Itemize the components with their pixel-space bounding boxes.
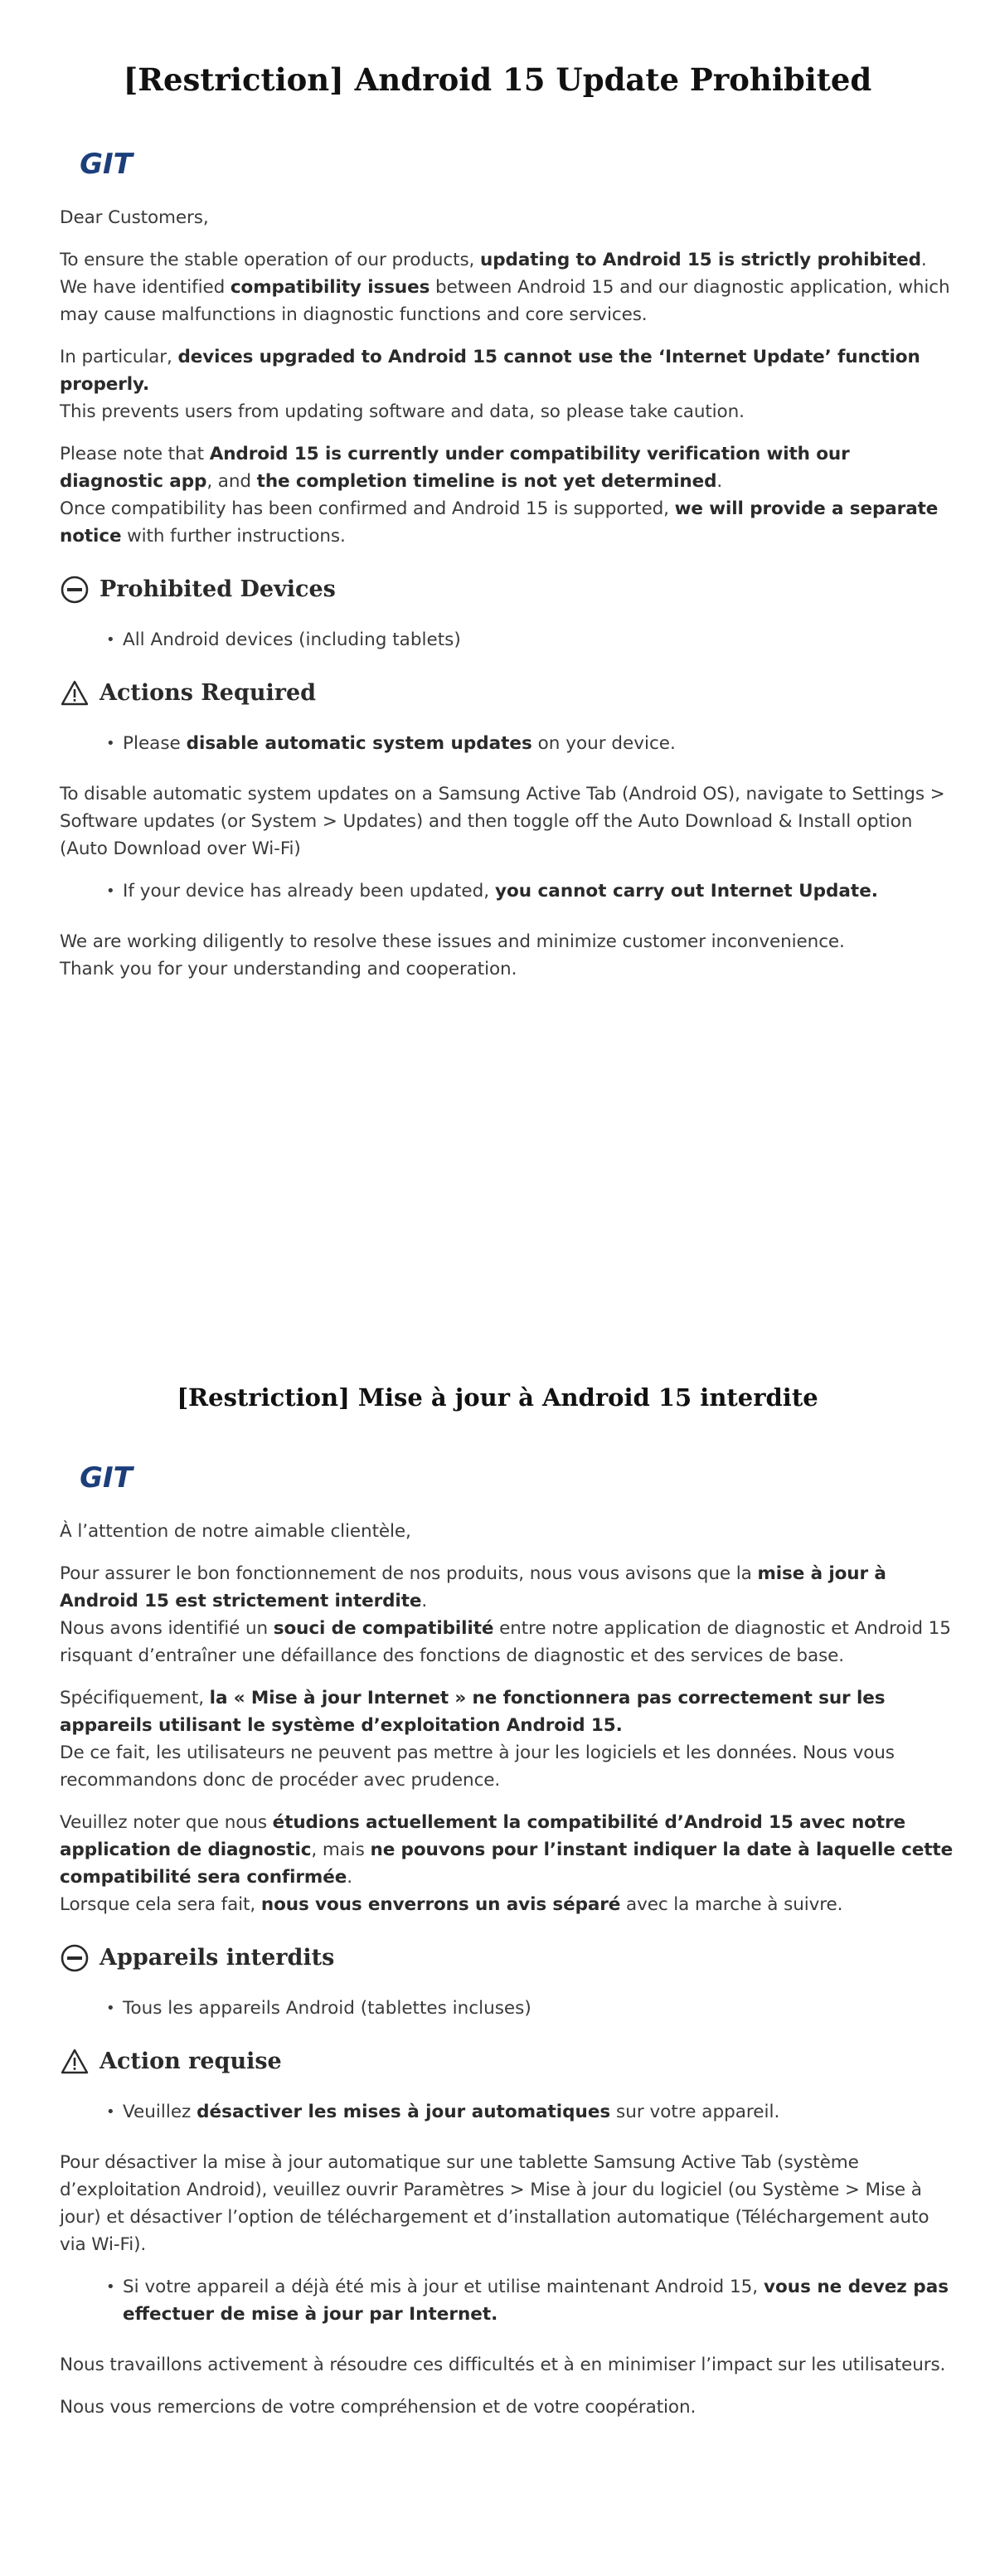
paragraph-closing: Nous travaillons activement à résoudre ces difficultés et à en minimiser l’impact sur les utilisateurs. <box>60 2355 946 2375</box>
logo-text: GIT <box>80 1463 133 1491</box>
logo-text: GIT <box>80 149 133 177</box>
warning-icon <box>60 678 90 708</box>
greeting: À l’attention de notre aimable clientèle, <box>60 1521 411 1542</box>
list-item: • If your device has already been updated, you cannot carry out Internet Update. <box>106 881 878 902</box>
list-item: • Tous les appareils Android (tablettes incluses) <box>106 1998 531 2019</box>
heading-prohibited-devices: Prohibited Devices <box>60 575 955 605</box>
greeting: Dear Customers, <box>60 207 209 228</box>
list-item: • All Android devices (including tablets) <box>106 629 461 650</box>
paragraph-closing: We are working diligently to resolve these issues and minimize customer inconvenience. Thank you for your understanding and cooperation. <box>60 931 845 979</box>
heading-actions-required: Action requise <box>60 2047 955 2077</box>
paragraph-internet-update: In particular, devices upgraded to Android 15 cannot use the ‘Internet Update’ function properly. This prevents users from updating software and data, so please take caution. <box>60 347 920 422</box>
paragraph-verification: Veuillez noter que nous étudions actuellement la compatibilité d’Android 15 avec notre application de diagnostic, mais ne pouvons pour l’instant indiquer la date à laquelle cette compatibilité sera confirmée. Lorsque cela sera fait, nous vous enverrons un avis séparé avec la marche à suivre. <box>60 1812 954 1915</box>
minus-circle-icon <box>60 1943 90 1973</box>
notice-english <box>0 0 995 998</box>
list-item: • Please disable automatic system updates on your device. <box>106 733 676 754</box>
list-item: • Veuillez désactiver les mises à jour automatiques sur votre appareil. <box>106 2102 780 2122</box>
list-item: • Si votre appareil a déjà été mis à jour et utilise maintenant Android 15, vous ne devez pas effectuer de mise à jour par Internet. <box>106 2277 949 2325</box>
paragraph-intro: Pour assurer le bon fonctionnement de nos produits, nous vous avisons que la mise à jour à Android 15 est strictement interdite. Nous avons identifié un souci de compatibilité entre notre application de diagnostic et Android 15 risquant d’entraîner une défaillance des fonctions de diagnostic et des services de base. <box>60 1563 951 1666</box>
heading-actions-required: Actions Required <box>60 678 955 708</box>
notice-french <box>0 1344 995 2436</box>
paragraph-thanks: Nous vous remercions de votre compréhension et de votre coopération. <box>60 2397 696 2418</box>
paragraph-instructions: To disable automatic system updates on a Samsung Active Tab (Android OS), navigate to Settings > Software updates (or System > Updates) and then toggle off the Auto Download & Install option (Auto Download over Wi-Fi) <box>60 784 945 859</box>
paragraph-intro: To ensure the stable operation of our products, updating to Android 15 is strictly prohibited. We have identified compatibility issues between Android 15 and our diagnostic application, which may cause malfunctions in diagnostic functions and core services. <box>60 250 950 325</box>
minus-circle-icon <box>60 575 90 605</box>
paragraph-instructions: Pour désactiver la mise à jour automatique sur une tablette Samsung Active Tab (système d’exploitation Android), veuillez ouvrir Paramètres > Mise à jour du logiciel (ou Système > Mise à jour) et désactiver l’option de téléchargement et d’installation automatique (Téléchargement auto via Wi-Fi). <box>60 2152 929 2255</box>
page-title-fr: [Restriction] Mise à jour à Android 15 interdite <box>177 1383 818 1412</box>
page-title: [Restriction] Android 15 Update Prohibited <box>123 61 872 98</box>
paragraph-internet-update: Spécifiquement, la « Mise à jour Internet » ne fonctionnera pas correctement sur les appareils utilisant le système d’exploitation Android 15. De ce fait, les utilisateurs ne peuvent pas mettre à jour les logiciels et les données. Nous vous recommandons donc de procéder avec prudence. <box>60 1688 895 1791</box>
paragraph-verification: Please note that Android 15 is currently under compatibility verification with our diagnostic app, and the completion timeline is not yet determined. Once compatibility has been confirmed and Android 15 is supported, we will provide a separate notice with further instructions. <box>60 444 939 547</box>
git-logo <box>60 1463 153 1491</box>
warning-icon <box>60 2047 90 2077</box>
heading-prohibited-devices: Appareils interdits <box>60 1943 955 1973</box>
git-logo <box>60 149 153 177</box>
